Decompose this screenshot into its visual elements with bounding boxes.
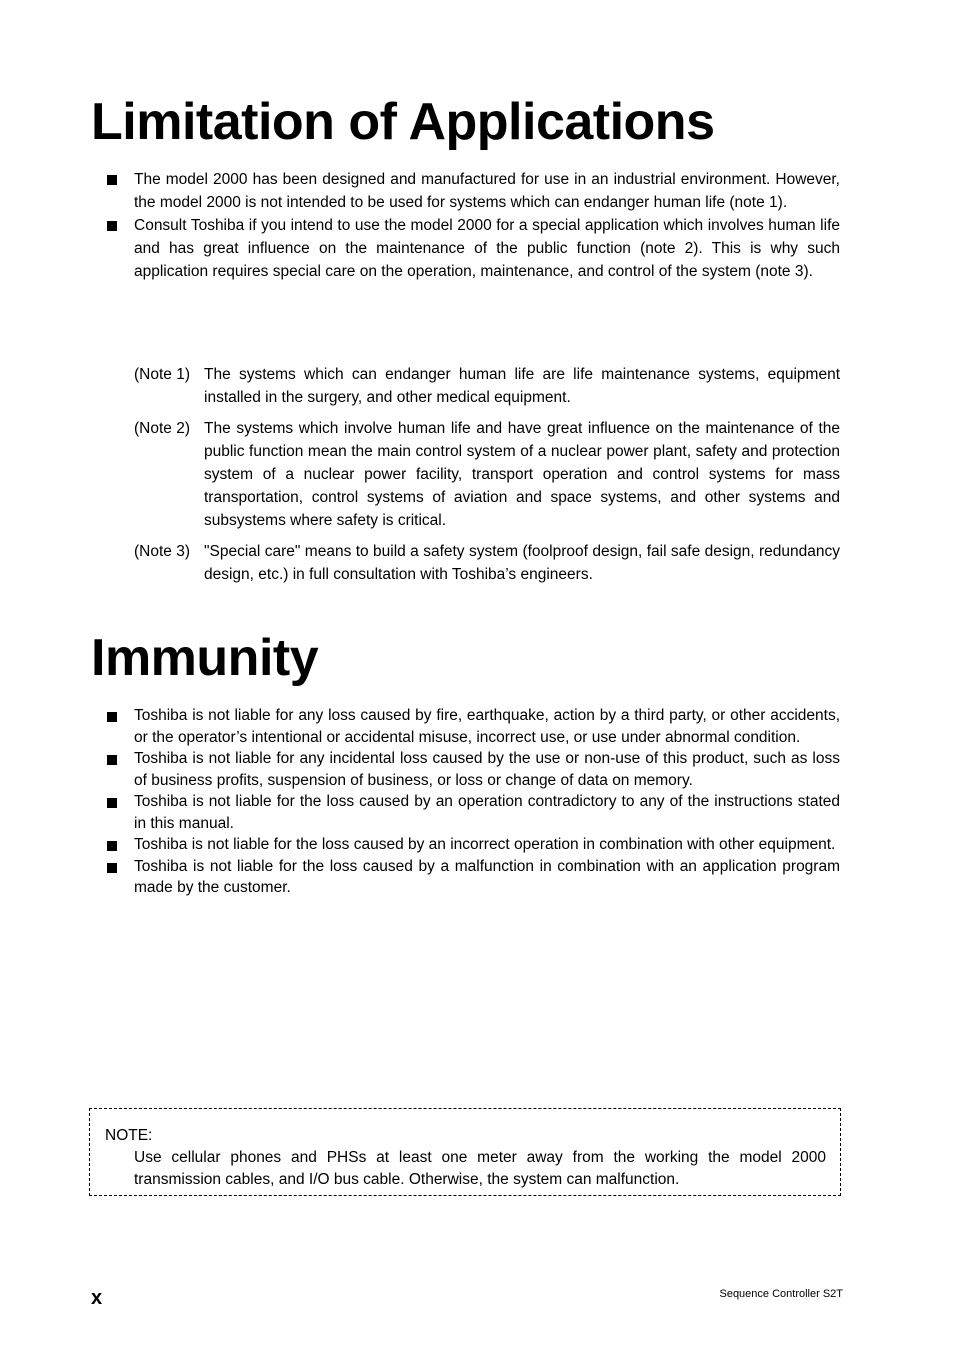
- note-item: [134, 417, 840, 532]
- note-item: [134, 363, 840, 409]
- square-bullet-icon: [107, 221, 117, 231]
- footer-product-name: Sequence Controller S2T: [719, 1288, 843, 1300]
- bullet-text: Toshiba is not liable for the loss caused by an incorrect operation in combination with other equipment.: [134, 836, 836, 853]
- square-bullet-icon: [107, 755, 117, 765]
- bullet-text: Consult Toshiba if you intend to use the model 2000 for a special application which involves human life and has great influence on the maintenance of the public function (note 2). This is why such application requires special care on the operation, maintenance, and control of the system (note 3).: [134, 217, 840, 280]
- bullet-text: Toshiba is not liable for the loss caused by a malfunction in combination with an application program made by the customer.: [134, 857, 840, 896]
- list-item: [104, 705, 840, 748]
- bullet-text: Toshiba is not liable for any loss caused by fire, earthquake, action by a third party, or other accidents, or the operator’s intentional or accidental misuse, incorrect use, or use under abnormal condition.: [134, 707, 840, 746]
- square-bullet-icon: [107, 863, 117, 873]
- square-bullet-icon: [107, 841, 117, 851]
- note-box-title: NOTE:: [105, 1127, 153, 1144]
- square-bullet-icon: [107, 712, 117, 722]
- immunity-bullet-list: [104, 705, 840, 899]
- limitation-bullet-list: [104, 168, 840, 283]
- bullet-text: Toshiba is not liable for the loss caused by an operation contradictory to any of the instructions stated in this manual.: [134, 793, 840, 832]
- list-item: [104, 834, 840, 856]
- square-bullet-icon: [107, 798, 117, 808]
- list-item: [104, 214, 840, 283]
- section-heading-immunity: Immunity: [91, 629, 319, 687]
- section-heading-limitation: Limitation of Applications: [91, 93, 715, 151]
- list-item: [104, 748, 840, 791]
- page-number: x: [91, 1287, 103, 1309]
- list-item: [104, 856, 840, 899]
- bullet-text: The model 2000 has been designed and manufactured for use in an industrial environment. However, the model 2000 is not intended to be used for systems which can endanger human life (note 1).: [134, 171, 840, 211]
- note-text: The systems which can endanger human life are life maintenance systems, equipment installed in the surgery, and other medical equipment.: [204, 366, 840, 406]
- notes-list: [134, 363, 840, 594]
- note-label: (Note 1): [134, 366, 190, 383]
- note-box: [89, 1108, 841, 1196]
- note-box-body: Use cellular phones and PHSs at least one meter away from the working the model 2000 transmission cables, and I/O bus cable. Otherwise, the system can malfunction.: [134, 1149, 826, 1188]
- square-bullet-icon: [107, 175, 117, 185]
- note-label: (Note 3): [134, 543, 190, 560]
- note-text: The systems which involve human life and have great influence on the maintenance of the public function mean the main control system of a nuclear power plant, safety and protection system of a nuclear power facility, transport operation and control systems for mass transportation, control systems of aviation and space systems, and other systems and subsystems where safety is critical.: [204, 420, 840, 529]
- note-label: (Note 2): [134, 420, 190, 437]
- note-item: [134, 540, 840, 586]
- note-text: "Special care" means to build a safety system (foolproof design, fail safe design, redundancy design, etc.) in full consultation with Toshiba’s engineers.: [204, 543, 840, 583]
- list-item: [104, 791, 840, 834]
- bullet-text: Toshiba is not liable for any incidental loss caused by the use or non-use of this product, such as loss of business profits, suspension of business, or loss or change of data on memory.: [134, 750, 840, 789]
- list-item: [104, 168, 840, 214]
